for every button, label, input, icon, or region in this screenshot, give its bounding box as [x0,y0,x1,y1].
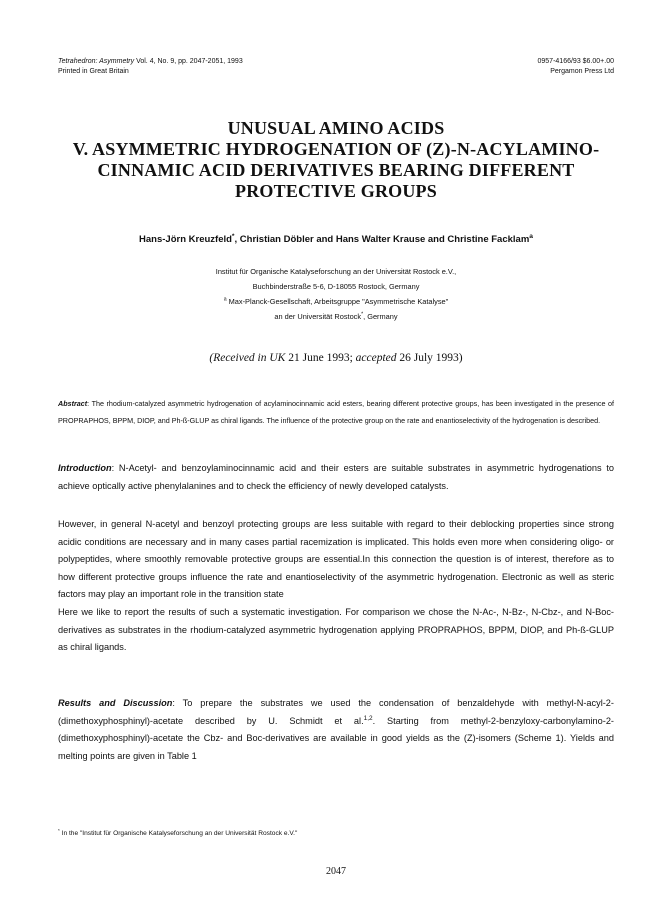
results-section [58,695,614,765]
affiliation-line-4 [40,309,632,324]
accepted-date: 26 July 1993) [396,352,463,364]
introduction-label: Introduction [58,463,112,473]
author-last-mark: a [529,232,533,240]
intro-paragraph-1 [58,460,614,495]
accepted-label: accepted [355,352,397,364]
footnote-mark: * [58,827,60,833]
intro-text-1: : N-Acetyl- and benzoylaminocinnamic acid and their esters are suitable substrates in asymmetric hydrogenations to achieve optically active phenylalanines and to check the efficiency of newly developed catalysts. [58,463,614,491]
issn-price: 0957-4166/93 $6.00+.00 [537,58,614,65]
received-dates [40,352,632,364]
author-1: Hans-Jörn Kreuzfeld [139,234,232,245]
received-label: (Received in UK [209,352,286,364]
abstract-label: Abstract [58,399,88,408]
received-date: 21 June 1993; [285,352,356,364]
affiliation-line-4-end: , Germany [363,312,398,321]
affiliation-mark-a: a [223,296,227,303]
journal-name: Tetrahedron: Asymmetry [58,58,135,65]
publisher: Pergamon Press Ltd [550,68,614,75]
affiliation-line-3 [40,294,632,309]
affiliation-line-3-text: Max-Planck-Gesellschaft, Arbeitsgruppe "Asymmetrische Katalyse" [226,297,449,306]
results-text-1: : To prepare the substrates we used the condensation of benzaldehyde with methyl-N-acyl-2-(dimethoxyphosphinyl)-acetate described by U. Schmidt et al. [58,698,614,726]
footnote [58,827,614,837]
intro-text-2: However, in general N-acetyl and benzoyl protecting groups are less suitable with regard to their deblocking properties since strong acidic conditions are necessary and in many cases partial racemization is implicated. This holds even more when considering oligo- or polypeptides, where smoothly removable protective groups are essential.In this connection the question is of interest, therefore as to how different protective groups influence the rate and enantioselectivity of the asymmetric hydrogenation. Electronic as well as steric factors may play an important role in the transition state [58,519,614,600]
title-line-1: UNUSUAL AMINO ACIDS [227,118,445,138]
author-list [40,234,632,245]
abstract [58,395,614,429]
printed-in: Printed in Great Britain [58,68,129,75]
introduction-section [58,460,614,495]
affiliation-mark-star: * [361,311,364,318]
abstract-text: : The rhodium-catalyzed asymmetric hydrogenation of acylaminocinnamic acid esters, bearing different protective groups, has been investigated in the presence of PROPRAPHOS, BPPM, DIOP, and Ph-ß-GLUP as chiral ligands. The influence of the protective group on the rate and enantioselectivity of the hydrogenation is described. [58,399,614,425]
running-header-left [58,57,243,77]
title-line-3: CINNAMIC ACID DERIVATIVES BEARING DIFFERENT [97,160,575,180]
title-line-2: V. ASYMMETRIC HYDROGENATION OF (Z)-N-ACYLAMINO- [72,139,600,159]
author-1-mark: * [231,232,235,240]
page-number: 2047 [326,866,346,877]
paper-title [40,118,632,202]
results-label: Results and Discussion [58,698,173,708]
affiliation-line-1: Institut für Organische Katalyseforschung an der Universität Rostock e.V., [215,267,457,276]
footnote-text: In the "Institut für Organische Katalyseforschung an der Universität Rostock e.V." [59,830,298,837]
affiliation-line-4-text: an der Universität Rostock [274,312,362,321]
affiliation-line-2: Buchbinderstraße 5-6, D-18055 Rostock, Germany [252,282,420,291]
other-authors: , Christian Döbler and Hans Walter Krause and Christine Facklam [234,234,530,245]
intro-text-3: Here we like to report the results of such a systematic investigation. For comparison we chose the N-Ac-, N-Bz-, N-Cbz-, and N-Boc-derivatives as substrates in the rhodium-catalyzed asymmetric hydrogenation applying PROPRAPHOS, BPPM, DIOP, and Ph-ß-GLUP as chiral ligands. [58,606,614,653]
running-header-right [538,57,615,77]
title-line-4: PROTECTIVE GROUPS [235,181,437,201]
citation: Vol. 4, No. 9, pp. 2047-2051, 1993 [136,58,243,65]
results-text-2: . Starting from methyl-2-benzyloxy-carbonylamino-2-(dimethoxyphosphinyl)-acetate the Cbz- and Boc-derivatives are available in good yields as the (Z)-isomers (Scheme 1). Yields and melting points are given in Table 1 [58,715,614,761]
affiliations [40,264,632,324]
intro-paragraph-2 [58,516,614,657]
citation-ref: 1,2 [363,714,373,722]
